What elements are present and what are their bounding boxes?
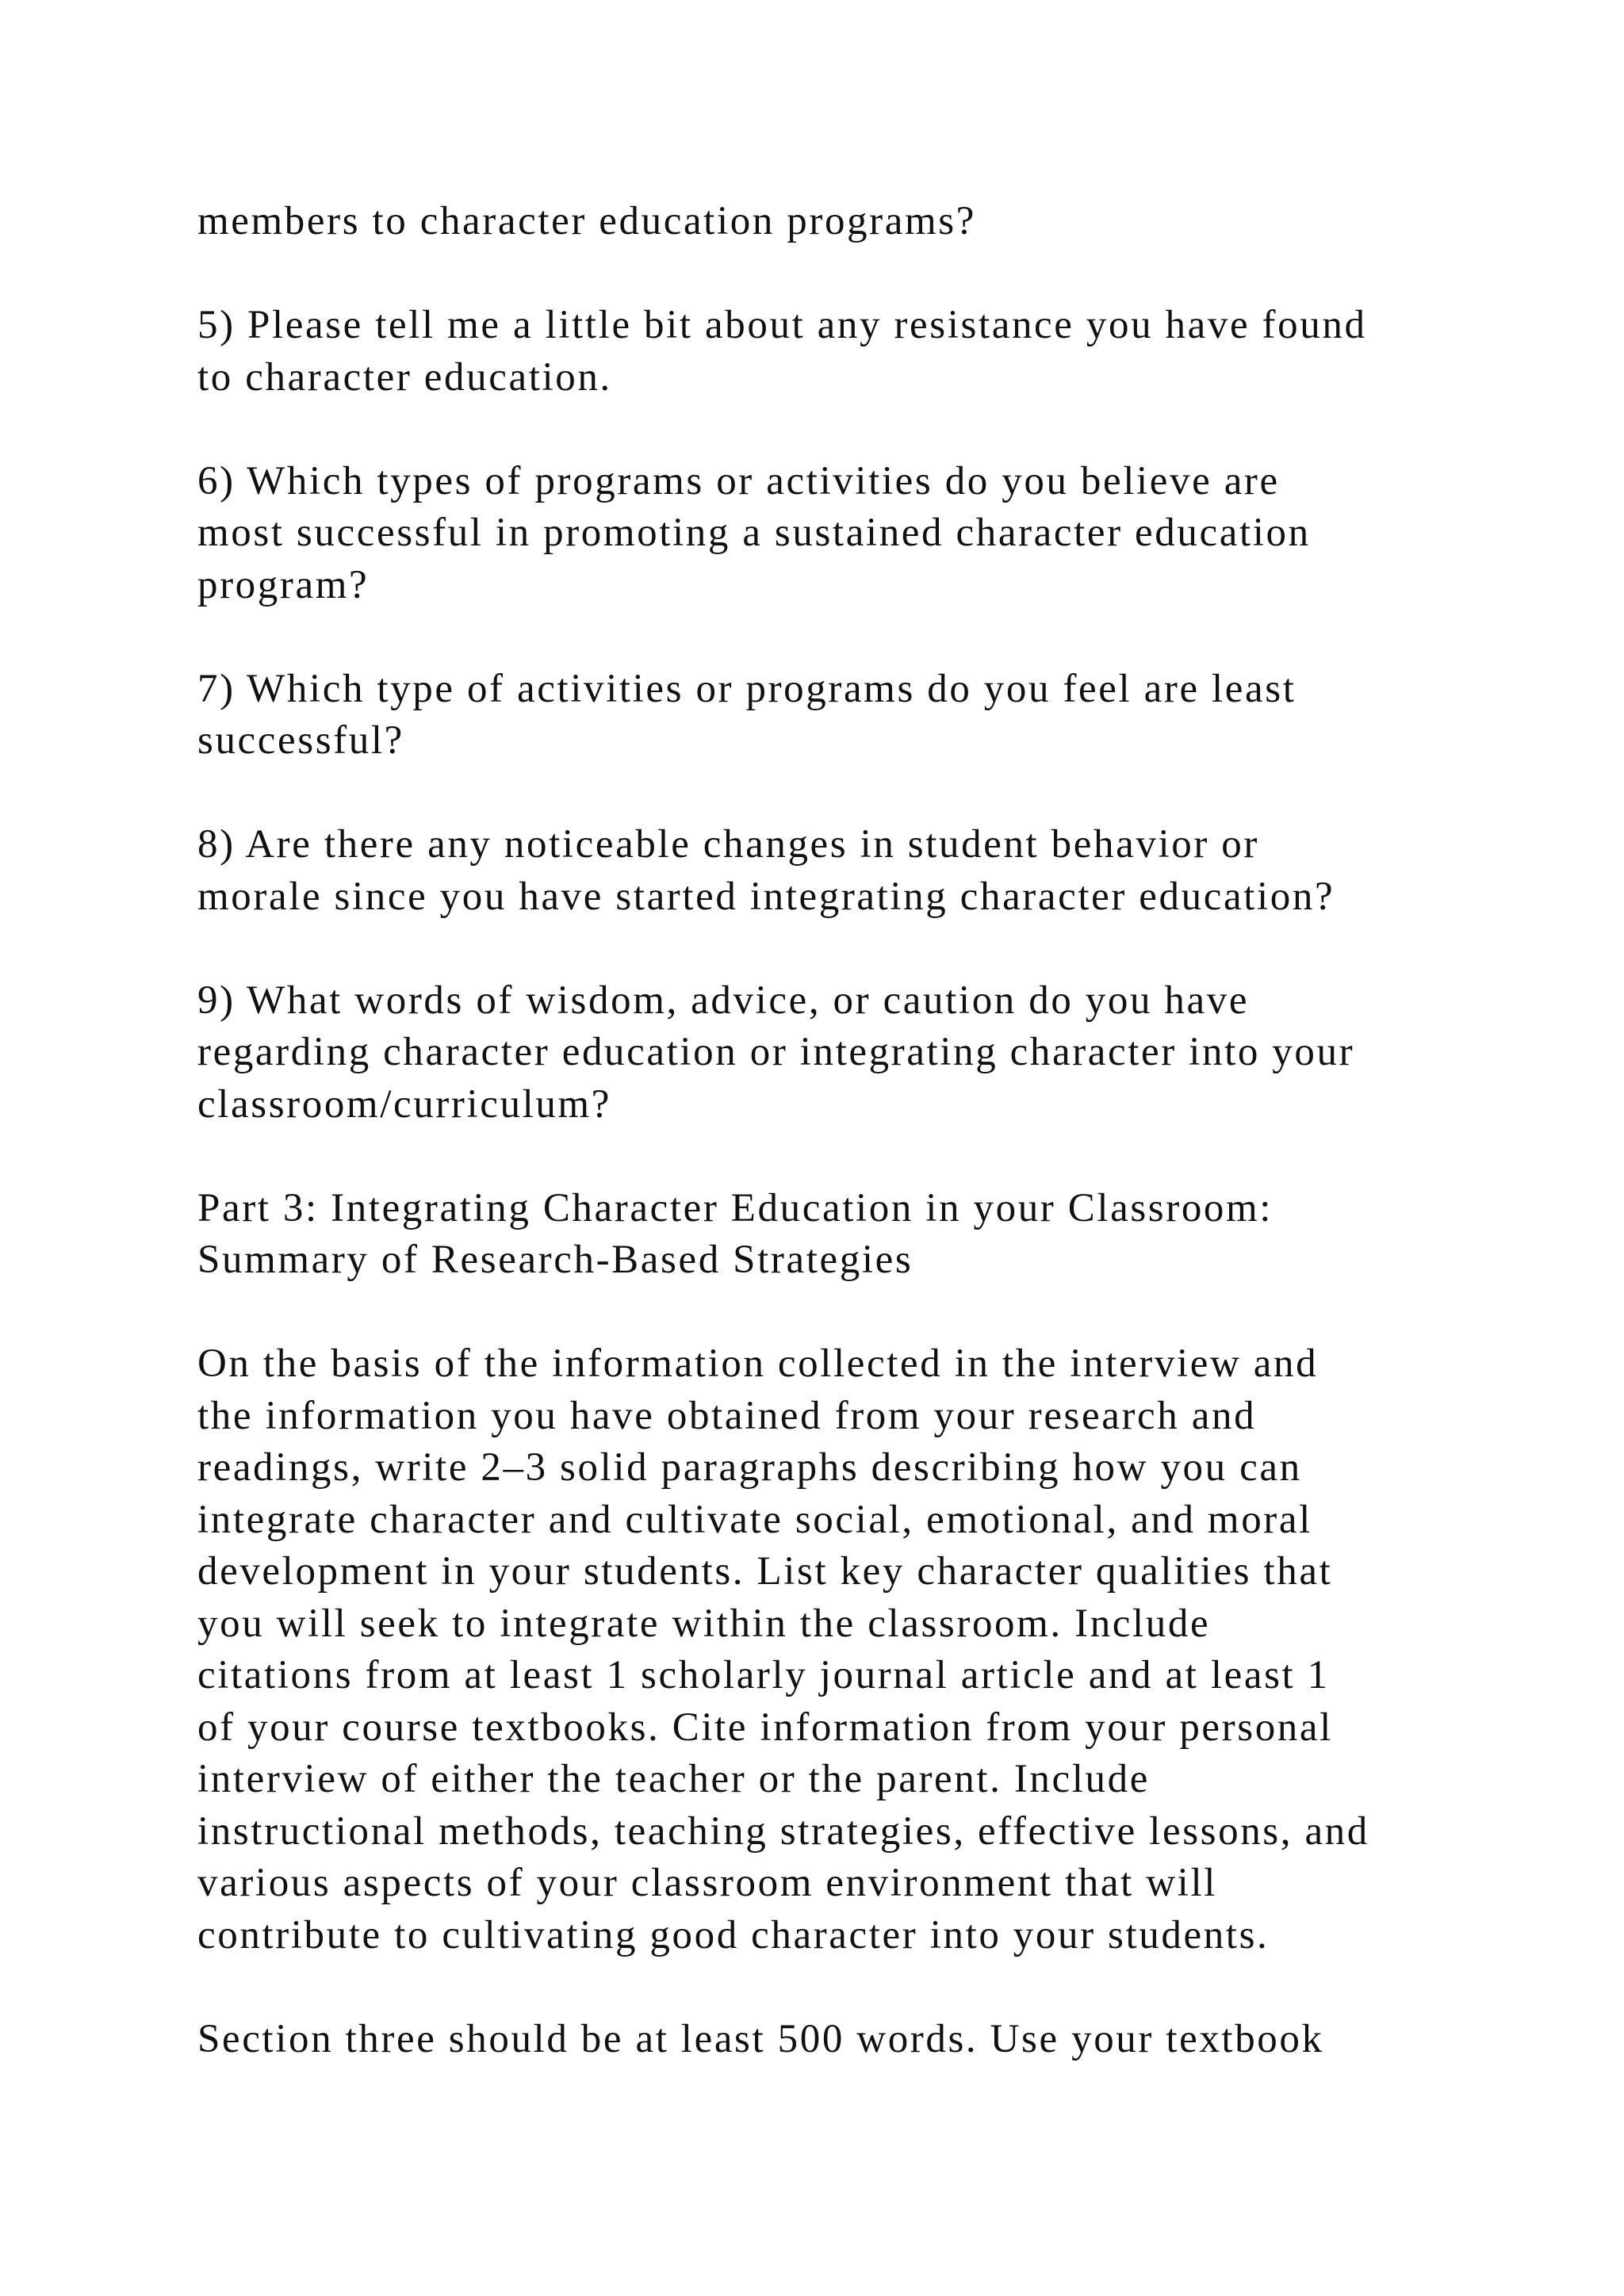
question-7 (197, 664, 1530, 767)
text-line: most successful in promoting a sustained character education (197, 511, 1311, 555)
part-3-instructions (197, 1338, 1530, 1961)
text-line: contribute to cultivating good character into your students. (197, 1912, 1270, 1957)
text-line: you will seek to integrate within the classroom. Include (197, 1601, 1211, 1646)
question-8 (197, 819, 1530, 923)
text-line: the information you have obtained from your research and (197, 1393, 1257, 1438)
text-line: 6) Which types of programs or activities do you believe are (197, 458, 1280, 503)
text-line: classroom/curriculum? (197, 1081, 611, 1127)
text-line: development in your students. List key character qualities that (197, 1549, 1333, 1594)
question-4-continuation (197, 196, 1530, 248)
text-line: readings, write 2–3 solid paragraphs describing how you can (197, 1445, 1302, 1490)
text-line: citations from at least 1 scholarly journal article and at least 1 (197, 1653, 1330, 1697)
section-3-requirement (197, 2014, 1530, 2066)
text-line: successful? (197, 718, 404, 763)
text-line: to character education. (197, 354, 612, 400)
text-line: 9) What words of wisdom, advice, or caution do you have (197, 978, 1250, 1023)
text-line: morale since you have started integrating character education? (197, 874, 1335, 919)
text-line: instructional methods, teaching strategies, effective lessons, and (197, 1808, 1369, 1854)
text-line: integrate character and cultivate social, emotional, and moral (197, 1497, 1312, 1542)
question-5 (197, 300, 1530, 404)
question-9 (197, 975, 1530, 1131)
part-3-heading (197, 1183, 1530, 1287)
text-line: members to character education programs? (197, 199, 976, 243)
document-body (197, 196, 1530, 2118)
text-line: regarding character education or integrating character into your (197, 1030, 1355, 1074)
text-line: of your course textbooks. Cite information from your personal (197, 1705, 1333, 1750)
text-line: 8) Are there any noticeable changes in student behavior or (197, 822, 1259, 867)
text-line: 7) Which type of activities or programs do you feel are least (197, 666, 1297, 711)
text-line: various aspects of your classroom environment that will (197, 1861, 1217, 1905)
text-line: Part 3: Integrating Character Education in your Classroom: (197, 1185, 1274, 1230)
text-line: interview of either the teacher or the parent. Include (197, 1757, 1150, 1801)
question-6 (197, 456, 1530, 612)
text-line: Section three should be at least 500 words. Use your textbook (197, 2016, 1324, 2061)
text-line: program? (197, 562, 370, 607)
text-line: On the basis of the information collected in the interview and (197, 1341, 1319, 1386)
text-line: 5) Please tell me a little bit about any resistance you have found (197, 303, 1367, 347)
text-line: Summary of Research-Based Strategies (197, 1238, 914, 1282)
